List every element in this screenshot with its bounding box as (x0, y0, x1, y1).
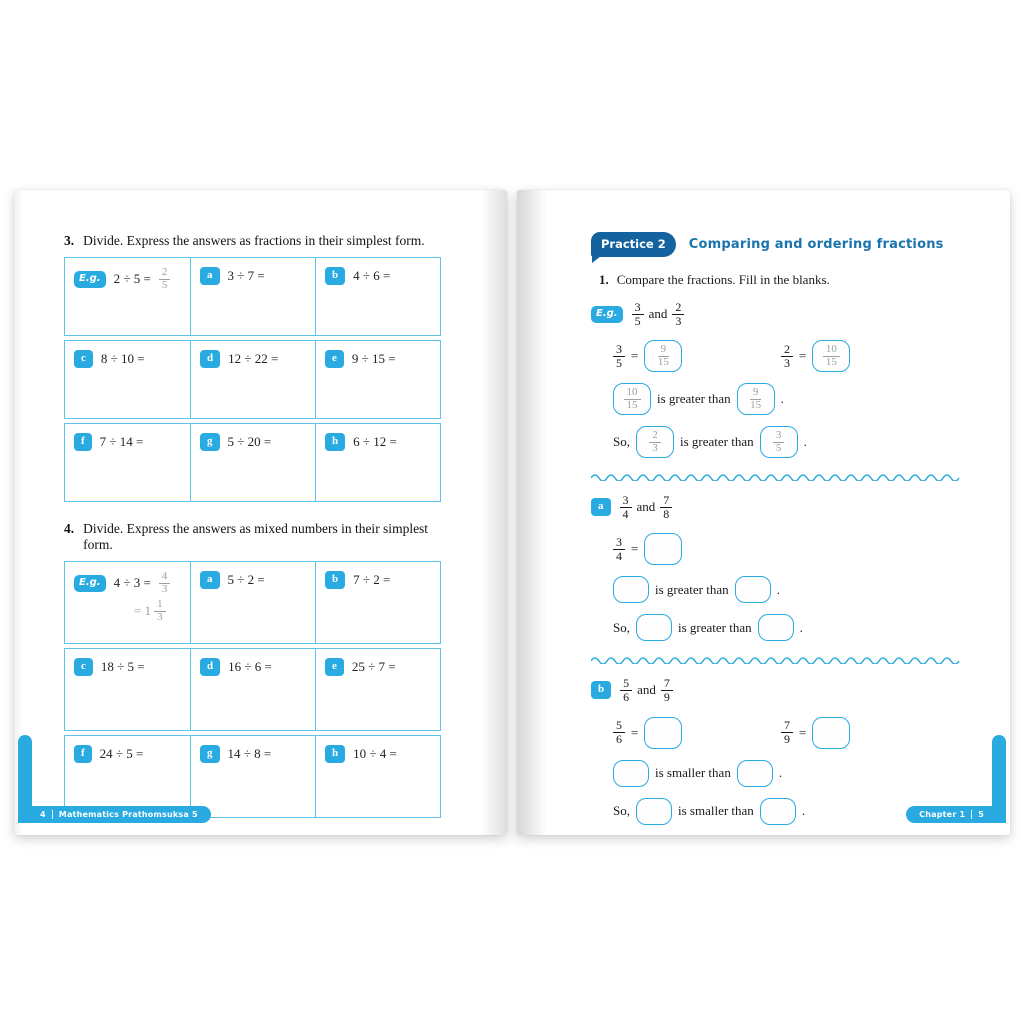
expression: 24 ÷ 5 = (99, 746, 144, 761)
footer-divider (52, 810, 53, 819)
answer-box-empty[interactable] (737, 760, 773, 787)
page-number: 4 (40, 810, 46, 819)
table-row (64, 648, 441, 731)
example-compare-line: $\frac{10}{15}$ is greater than $\frac{9}{15}$ . (613, 383, 966, 415)
example-section-heading (591, 301, 966, 327)
item-badge: a (591, 498, 611, 516)
section-b-conclusion-line: So, is smaller than . (613, 798, 966, 825)
expression: 4 ÷ 6 = (353, 268, 391, 283)
section-b-compare-line: is smaller than . (613, 760, 966, 787)
item-badge: g (200, 745, 220, 763)
page-number: 5 (978, 810, 984, 819)
compare-text: is smaller than (655, 765, 731, 781)
practice-badge: Practice 2 (591, 232, 676, 257)
table-cell-g[interactable] (190, 736, 315, 817)
item-badge: e (325, 350, 344, 368)
lesson-title: Comparing and ordering fractions (688, 237, 944, 252)
expression: 12 ÷ 22 = (228, 351, 279, 366)
expression: 25 ÷ 7 = (351, 659, 396, 674)
table-row (64, 561, 441, 644)
exercise-3-instruction: Divide. Express the answers as fractions in their simplest form. (83, 233, 425, 248)
expression: 16 ÷ 6 = (228, 659, 272, 674)
item-badge: a (200, 267, 220, 285)
table-cell-eg (65, 258, 190, 335)
question-1-number: 1. (599, 272, 609, 287)
compare-text: is smaller than (677, 803, 754, 819)
footer-divider (971, 810, 972, 819)
fraction-pair: $\frac{5}{6}$ and $\frac{7}{9}$ (620, 677, 673, 703)
expression: 10 ÷ 4 = (353, 746, 397, 761)
table-cell-eg (65, 562, 190, 643)
table-cell-h[interactable] (315, 736, 440, 817)
item-badge: h (325, 433, 345, 451)
fraction: $\frac{5}{6}$ (613, 719, 625, 745)
exercise-3-heading (64, 233, 456, 249)
item-badge: g (200, 433, 220, 451)
answer-box-empty[interactable] (812, 717, 850, 749)
table-cell-c[interactable] (65, 341, 190, 418)
division-table-mixed-numbers (64, 561, 441, 818)
wavy-divider (591, 656, 967, 664)
example-answer-fraction: $\frac{2}{5}$ (159, 267, 171, 291)
fraction: $\frac{3}{5}$ (613, 343, 625, 369)
book-title: Mathematics Prathomsuksa 5 (58, 810, 198, 819)
table-cell-c[interactable] (65, 649, 190, 730)
section-a-conversion-row: $\frac{3}{4}$ = (613, 533, 966, 565)
example-conversion-row: $\frac{3}{5}$ = $\frac{9}{15}$ $\frac{2}{3}$ = $\frac{10}{15}$ (613, 340, 966, 372)
exercise-3-number: 3. (64, 233, 75, 248)
right-page-footer (906, 806, 1006, 823)
answer-box-filled: $\frac{10}{15}$ (812, 340, 850, 372)
item-badge: a (200, 571, 220, 589)
table-cell-e[interactable] (315, 649, 440, 730)
table-cell-a[interactable] (190, 562, 315, 643)
division-table-fractions (64, 257, 441, 502)
section-a-conclusion-line: So, is greater than . (613, 614, 966, 641)
fraction: $\frac{3}{4}$ (613, 536, 625, 562)
compare-text: is greater than (655, 581, 729, 597)
answer-box-empty[interactable] (636, 798, 672, 825)
item-badge: h (325, 745, 345, 763)
expression: 6 ÷ 12 = (353, 434, 397, 449)
answer-box-empty[interactable] (636, 614, 672, 641)
table-row (64, 340, 441, 419)
section-a-heading (591, 494, 966, 520)
answer-box-empty[interactable] (644, 717, 682, 749)
fraction-pair: $\frac{3}{4}$ and $\frac{7}{8}$ (620, 494, 673, 520)
item-badge: d (200, 658, 220, 676)
practice-header (591, 232, 966, 257)
example-badge: E.g. (74, 575, 106, 592)
fraction: $\frac{7}{9}$ (781, 719, 793, 745)
example-badge: E.g. (591, 306, 623, 323)
table-cell-b[interactable] (315, 258, 440, 335)
table-cell-a[interactable] (190, 258, 315, 335)
example-conclusion-line: So, $\frac{2}{3}$ is greater than $\frac{3}{5}$ . (613, 426, 966, 458)
item-badge: b (325, 267, 345, 285)
table-cell-e[interactable] (315, 341, 440, 418)
expression: 5 ÷ 2 = (227, 572, 265, 587)
answer-box-filled: $\frac{9}{15}$ (737, 383, 775, 415)
example-mixed-number: = 1 $\frac{1}{3}$ (134, 599, 186, 623)
question-1-instruction: Compare the fractions. Fill in the blanks. (616, 272, 830, 287)
example-answer-fraction: $\frac{4}{3}$ (159, 571, 171, 595)
item-badge: b (591, 681, 611, 699)
table-row (64, 423, 441, 502)
item-badge: f (74, 745, 92, 763)
table-cell-g[interactable] (190, 424, 315, 501)
compare-text: is greater than (677, 619, 752, 635)
answer-box-filled: $\frac{2}{3}$ (636, 426, 674, 458)
answer-box-empty[interactable] (613, 760, 649, 787)
answer-box-empty[interactable] (760, 798, 796, 825)
table-cell-h[interactable] (315, 424, 440, 501)
left-page-footer (18, 806, 211, 823)
expression: 7 ÷ 2 = (353, 572, 391, 587)
table-cell-f[interactable] (65, 424, 190, 501)
answer-box-filled: $\frac{9}{15}$ (644, 340, 682, 372)
exercise-4-number: 4. (64, 521, 75, 536)
answer-box-empty[interactable] (644, 533, 682, 565)
compare-text: is greater than (657, 391, 731, 407)
expression: 3 ÷ 7 = (227, 268, 265, 283)
answer-box-filled: $\frac{3}{5}$ (760, 426, 798, 458)
example-badge: E.g. (74, 271, 106, 288)
expression: 4 ÷ 3 = (113, 575, 151, 591)
workbook-spread (14, 190, 1010, 835)
right-page (517, 190, 1010, 835)
exercise-4-heading (64, 521, 456, 553)
answer-box-empty[interactable] (735, 576, 771, 603)
chapter-label: Chapter 1 (919, 810, 966, 819)
table-cell-d[interactable] (190, 341, 315, 418)
table-cell-f[interactable] (65, 736, 190, 817)
expression: 9 ÷ 15 = (351, 351, 396, 366)
table-row (64, 257, 441, 336)
item-badge: c (74, 350, 93, 368)
section-b-heading (591, 677, 966, 703)
answer-box-empty[interactable] (758, 614, 794, 641)
answer-box-filled: $\frac{10}{15}$ (613, 383, 651, 415)
section-b-conversion-row: $\frac{5}{6}$ = $\frac{7}{9}$ = (613, 717, 966, 749)
fraction: $\frac{2}{3}$ (781, 343, 793, 369)
answer-box-empty[interactable] (613, 576, 649, 603)
expression: 18 ÷ 5 = (100, 659, 145, 674)
compare-text: is greater than (679, 434, 754, 450)
table-cell-d[interactable] (190, 649, 315, 730)
expression: 8 ÷ 10 = (100, 351, 145, 366)
expression: 5 ÷ 20 = (227, 434, 272, 449)
expression: 14 ÷ 8 = (227, 746, 272, 761)
item-badge: e (325, 658, 344, 676)
item-badge: b (325, 571, 345, 589)
item-badge: f (74, 433, 92, 451)
expression: 7 ÷ 14 = (99, 434, 144, 449)
wavy-divider (591, 473, 967, 481)
left-page (14, 190, 507, 835)
section-a-compare-line: is greater than . (613, 576, 966, 603)
question-1 (599, 272, 966, 288)
fraction-pair: $\frac{3}{5}$ and $\frac{2}{3}$ (632, 301, 685, 327)
exercise-4-instruction: Divide. Express the answers as mixed numbers in their simplest form. (83, 521, 429, 552)
item-badge: d (200, 350, 220, 368)
item-badge: c (74, 658, 93, 676)
table-cell-b[interactable] (315, 562, 440, 643)
expression: 2 ÷ 5 = (113, 271, 151, 287)
